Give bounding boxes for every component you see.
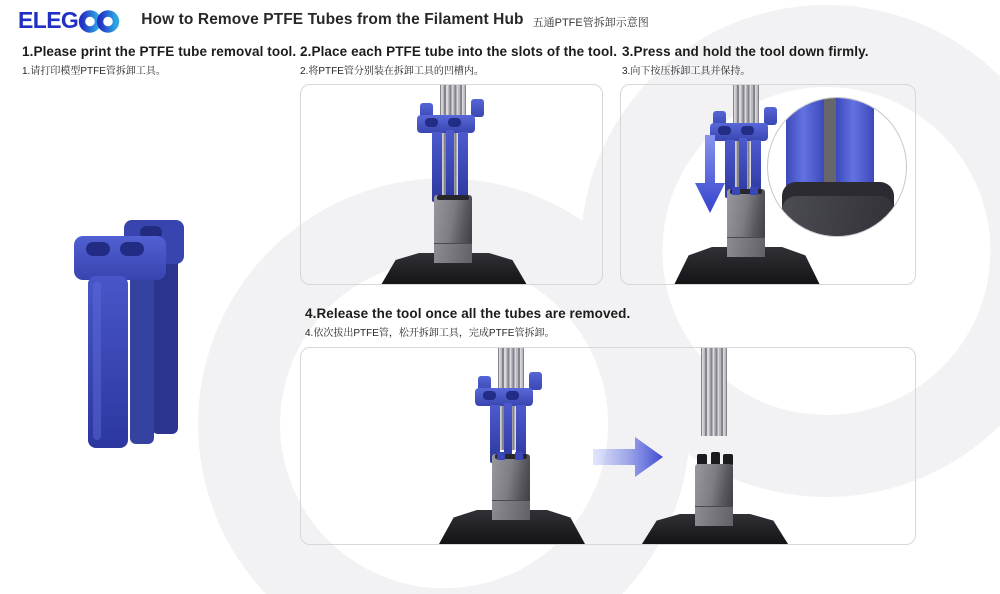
down-arrow-icon	[694, 135, 726, 215]
tool-leg-tip	[497, 452, 505, 460]
step-4-text-cn: 4.依次拔出PTFE管，松开拆卸工具，完成PTFE管拆卸。	[305, 328, 555, 339]
step-4-label	[305, 306, 630, 339]
step-2-text-en: 2.Place each PTFE tube into the slots of the tool.	[300, 44, 618, 59]
removal-tool-leg	[432, 132, 442, 202]
hub-assembly-before	[431, 348, 591, 544]
brand-logo	[18, 6, 120, 34]
step-2-text-cn: 2.将PTFE管分别装在拆卸工具的凹槽内。	[300, 66, 484, 77]
tool-slot	[718, 126, 731, 135]
filament-hub-lower	[727, 237, 765, 257]
tool-prong	[764, 107, 777, 125]
tool-slot	[448, 118, 461, 127]
right-arrow-icon	[593, 434, 665, 480]
hub-assembly-step2	[373, 85, 533, 285]
filament-hub-lower	[492, 500, 530, 520]
removal-tool-figure	[68, 196, 198, 454]
removal-tool-leg	[446, 130, 454, 202]
zoom-detail-circle	[767, 97, 907, 237]
step-1-label	[22, 44, 296, 77]
tool-prong	[529, 372, 542, 390]
hub-mouth	[437, 195, 469, 200]
page-subtitle-cn: 五通PTFE管拆卸示意图	[532, 16, 649, 29]
step-3-figure	[620, 84, 916, 285]
step-1-text-cn: 1.请打印模型PTFE管拆卸工具。	[22, 66, 166, 77]
filament-hub-column	[727, 189, 765, 237]
step-2-figure	[300, 84, 603, 285]
filament-hub-column	[434, 195, 472, 243]
step-1-text-en: 1.Please print the PTFE tube removal tool.	[22, 44, 297, 59]
tool-prong	[471, 99, 484, 117]
filament-hub-lower	[695, 506, 733, 526]
page-title: How to Remove PTFE Tubes from the Filament Hub	[141, 11, 524, 28]
step-4-text-en: 4.Release the tool once all the tubes are removed.	[305, 306, 631, 321]
tool-slot	[506, 391, 519, 400]
tool-leg-tip	[750, 187, 758, 195]
hub-socket-detail	[782, 196, 894, 237]
tool-slot	[483, 391, 496, 400]
step-4-figure	[300, 347, 916, 545]
ptfe-tubes-removed	[701, 348, 727, 436]
step-3-text-cn: 3.向下按压拆卸工具并保持。	[622, 66, 751, 77]
header	[18, 6, 649, 34]
tool-slot	[425, 118, 438, 127]
filament-hub-column	[695, 464, 733, 506]
filament-hub-lower	[434, 243, 472, 263]
step-3-text-en: 3.Press and hold the tool down firmly.	[622, 44, 869, 59]
brand-text: ELEG	[18, 6, 79, 33]
infinity-icon	[78, 9, 120, 34]
tool-slot	[741, 126, 754, 135]
step-3-label	[622, 44, 869, 77]
removal-tool-leg	[458, 132, 468, 202]
step-2-label	[300, 44, 617, 77]
tool-leg-tip	[732, 187, 740, 195]
filament-hub-column	[492, 454, 530, 500]
tool-leg-tip	[515, 452, 523, 460]
